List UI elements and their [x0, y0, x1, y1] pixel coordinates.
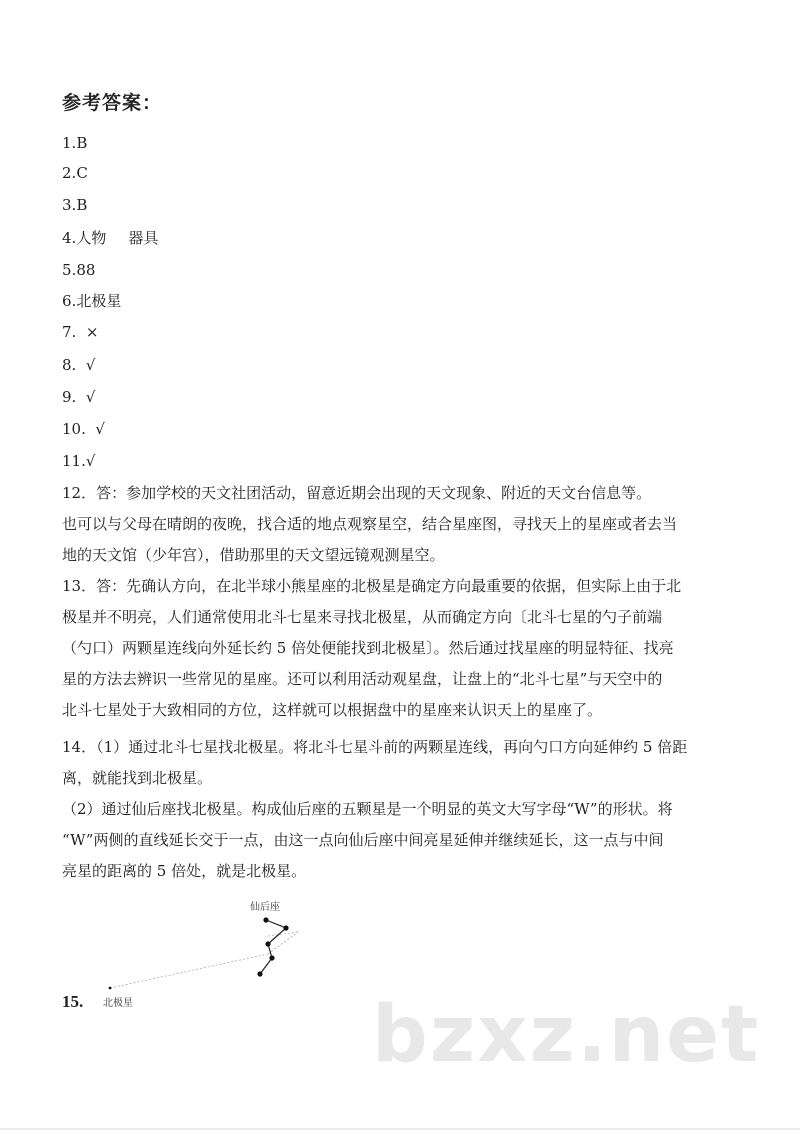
answer-3: 3.B [62, 196, 88, 214]
answer-12: 12．答：参加学校的天文社团活动，留意近期会出现的天文现象、附近的天文台信息等。 也可以与父母在晴朗的夜晚，找合适的地点观察星空，结合星座图，寻找天上的星座或者去当 地的天文馆（少年宫），借助那里的天文望远镜观测星空。 [62, 484, 678, 564]
answer-1: 1.B [62, 134, 88, 152]
cassiopeia-star-4 [269, 955, 274, 960]
answer-13: 13．答：先确认方向，在北半球小熊星座的北极星是确定方向最重要的依据，但实际上由于北 极星并不明亮，人们通常使用北斗七星来寻找北极星，从而确定方向〔北斗七星的勺子前端 （勺口）两颗星连线向外延长约 5 倍处便能找到北极星〕。然后通过找星座的明显特征、找亮 星的方法去辨识一些常见的星座。还可以利用活动观星盘，让盘上的“北斗七星”与天空中的 北斗七星处于大致相同的方位，这样就可以根据盘中的星座来认识天上的星座了。 [62, 577, 682, 719]
w-side-extension-top [268, 932, 298, 936]
w-shape-line [260, 920, 286, 974]
answer-5: 5.88 [62, 261, 96, 279]
answer-6: 6.北极星 [62, 292, 122, 310]
polaris-label: 北极星 [103, 998, 133, 1009]
polaris-guide-line [110, 954, 268, 988]
cassiopeia-label: 仙后座 [250, 902, 280, 913]
answer-7: 7. × [62, 323, 99, 341]
answer-10: 10. √ [62, 420, 105, 438]
cassiopeia-star-2 [283, 925, 288, 930]
page-bottom-rule [0, 1128, 800, 1130]
cassiopeia-star-1 [263, 917, 268, 922]
answer-11: 11.√ [62, 452, 96, 470]
answer-8: 8. √ [62, 356, 96, 374]
polaris-star [109, 987, 112, 990]
page-title: 参考答案： [62, 92, 163, 114]
cassiopeia-star-5 [257, 971, 262, 976]
answer-2: 2.C [62, 164, 88, 182]
answer-9: 9. √ [62, 388, 96, 406]
stars [109, 917, 289, 989]
cassiopeia-star-3 [265, 941, 270, 946]
answer-14: 14．（1）通过北斗七星找北极星。将北斗七星斗前的两颗星连线，再向勺口方向延伸约 5 倍距 离，就能找到北极星。 （2）通过仙后座找北极星。构成仙后座的五颗星是一个明显的英文大写字母“W”的形状。将 “W”两侧的直线延长交于一点，由这一点向仙后座中间亮星延伸并继续延长，这一点与中间 亮星的距离的 5 倍处，就是北极星。 [62, 738, 688, 880]
cassiopeia-lines [260, 920, 286, 974]
watermark: bzxz.net [372, 990, 761, 1080]
question-15-number: 15. [62, 992, 84, 1011]
answer-4: 4.人物 器具 [62, 229, 159, 247]
